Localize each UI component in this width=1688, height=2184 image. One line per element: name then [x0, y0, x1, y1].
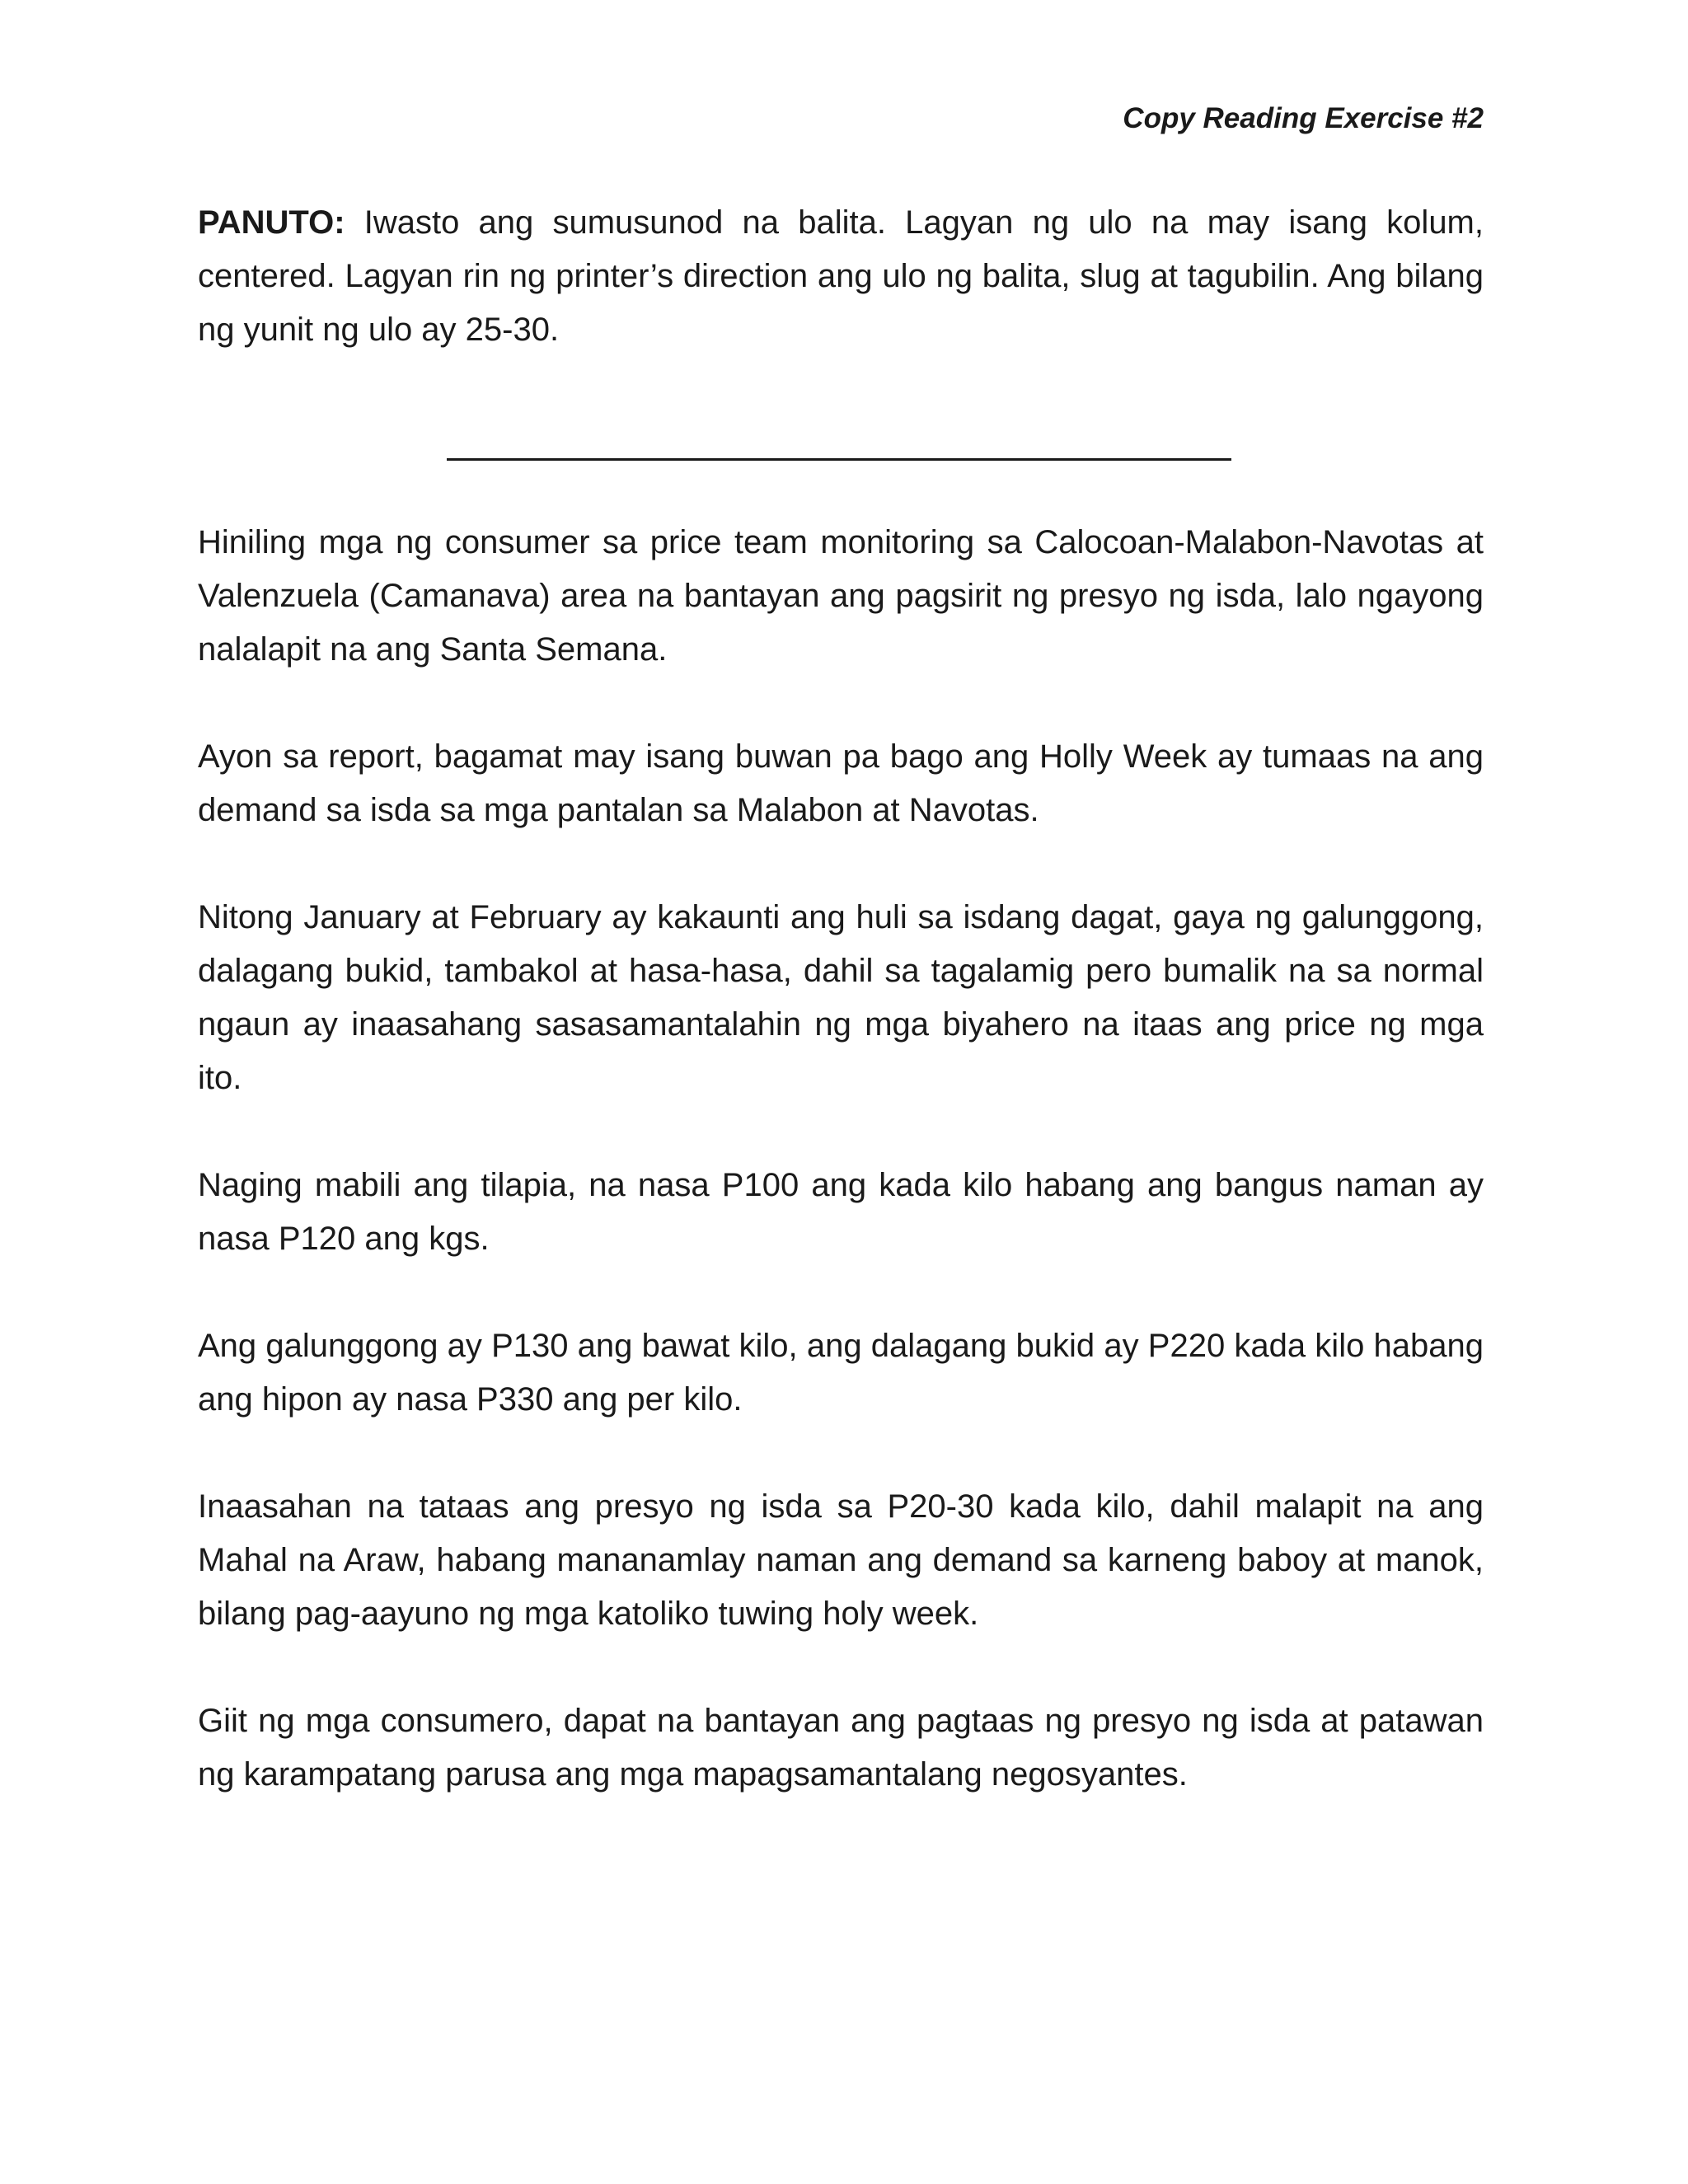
instructions-text: Iwasto ang sumusunod na balita. Lagyan ng ulo na may isang kolum, centered. Lagyan rin ng printer’s direction ang ulo ng balita, slug at tagubilin. Ang bilang ng yunit ng ulo ay 25-30.: [198, 204, 1484, 348]
article-paragraph: Inaasahan na tataas ang presyo ng isda sa P20-30 kada kilo, dahil malapit na ang Mahal na Araw, habang mananamlay naman ang demand sa karneng baboy at manok, bilang pag-aayuno ng mga katoliko tuwing holy week.: [198, 1488, 1484, 1632]
article-paragraph: Giit ng mga consumero, dapat na bantayan ang pagtaas ng presyo ng isda at patawan ng karampatang parusa ang mga mapagsamantalang negosyantes.: [198, 1703, 1484, 1793]
article-paragraph: Ang galunggong ay P130 ang bawat kilo, ang dalagang bukid ay P220 kada kilo habang ang hipon ay nasa P330 ang per kilo.: [198, 1328, 1484, 1418]
instructions-label: PANUTO:: [198, 204, 345, 241]
news-article-body: [198, 516, 1484, 1855]
article-paragraph: Hiniling mga ng consumer sa price team monitoring sa Calocoan-Malabon-Navotas at Valenzuela (Camanava) area na bantayan ang pagsirit ng presyo ng isda, lalo ngayong nalalapit na ang Santa Semana.: [198, 524, 1484, 668]
document-header: Copy Reading Exercise #2: [1123, 102, 1484, 134]
article-paragraph: Nitong January at February ay kakaunti ang huli sa isdang dagat, gaya ng galunggong, dalagang bukid, tambakol at hasa-hasa, dahil sa tagalamig pero bumalik na sa normal ngaun ay inaasahang sasasamantalahin ng mga biyahero na itaas ang price ng mga ito.: [198, 899, 1484, 1096]
headline-blank-line: [447, 458, 1231, 461]
article-paragraph: Ayon sa report, bagamat may isang buwan pa bago ang Holly Week ay tumaas na ang demand sa isda sa mga pantalan sa Malabon at Navotas.: [198, 738, 1484, 828]
instructions-block: [198, 196, 1484, 357]
article-paragraph: Naging mabili ang tilapia, na nasa P100 ang kada kilo habang ang bangus naman ay nasa P120 ang kgs.: [198, 1167, 1484, 1257]
